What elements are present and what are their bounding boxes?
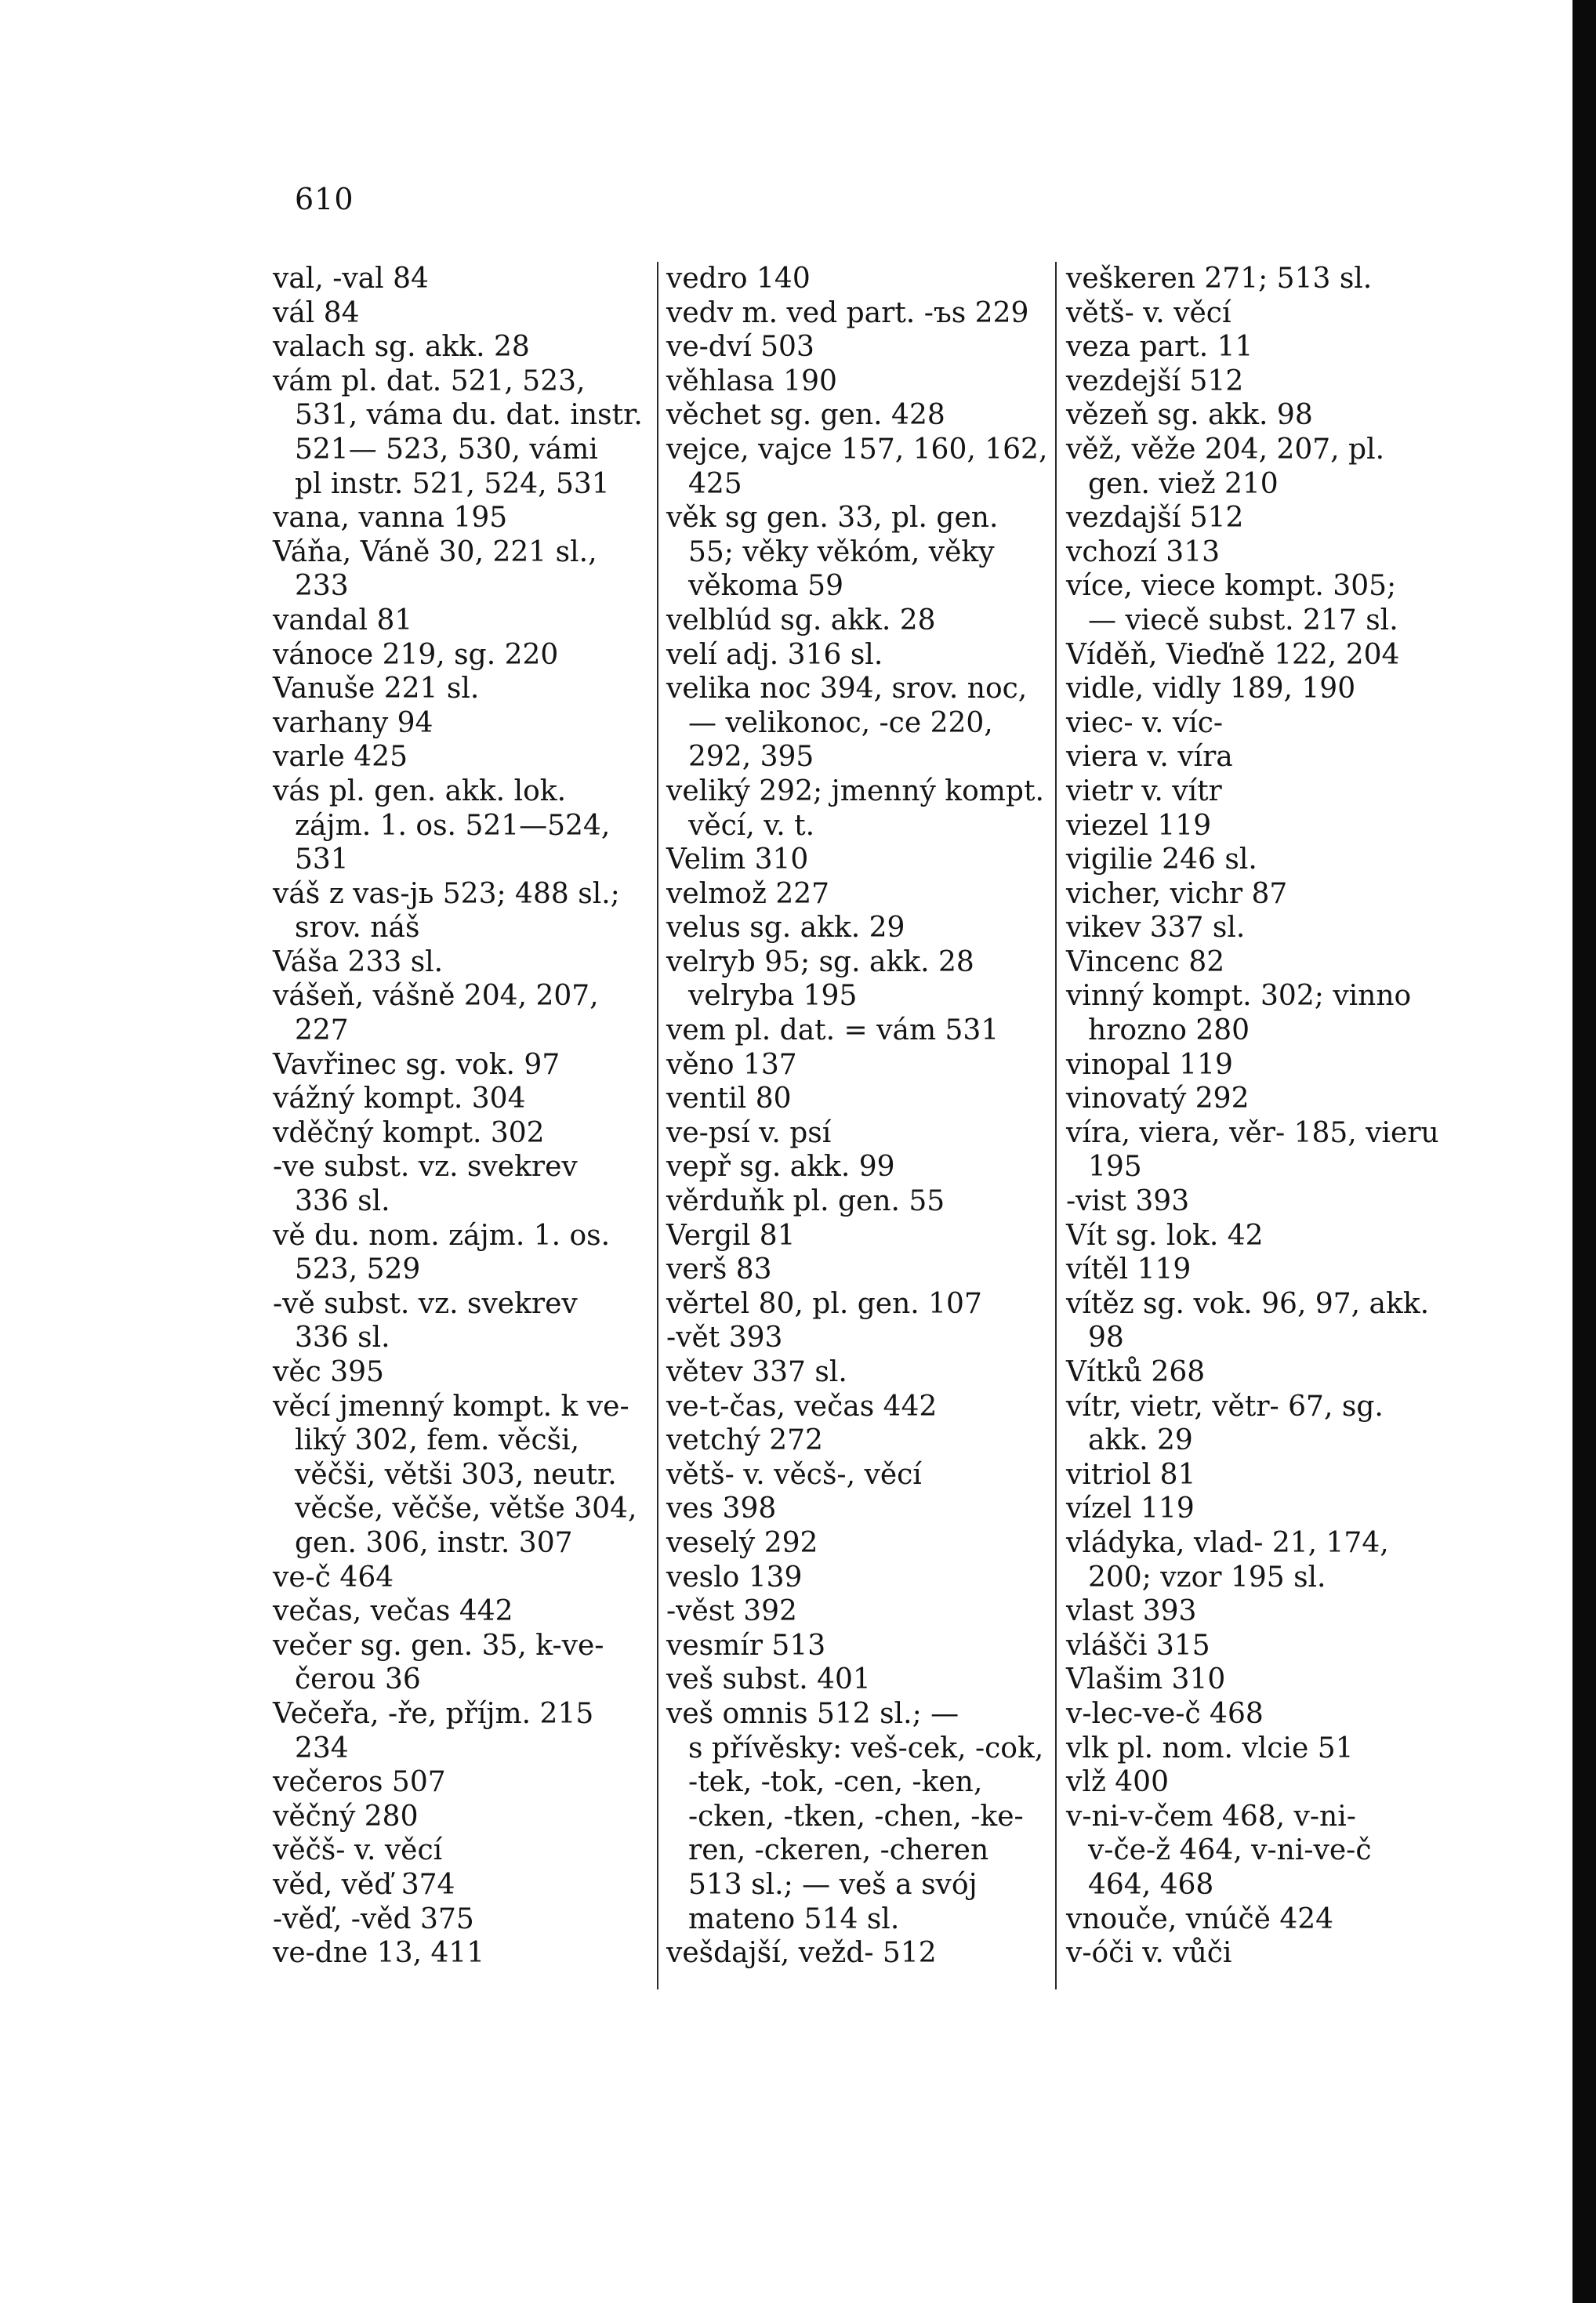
index-entry: Vergil 81: [666, 1219, 796, 1252]
index-entry: vandal 81: [273, 604, 413, 636]
index-entry-continuation: gen. viež 210: [1088, 467, 1279, 500]
index-entry-continuation: mateno 514 sl.: [688, 1902, 900, 1935]
index-entry-continuation: věčši, větši 303, neutr.: [295, 1458, 617, 1491]
index-entry-continuation: 200; vzor 195 sl.: [1088, 1561, 1326, 1594]
index-entry: -věst 392: [666, 1595, 797, 1628]
index-entry-continuation: 531, váma du. dat. instr.: [295, 399, 643, 432]
index-entry-continuation: 98: [1088, 1322, 1124, 1355]
index-entry-continuation: čerou 36: [295, 1663, 421, 1696]
index-entry: vepř sg. akk. 99: [666, 1151, 895, 1184]
index-entry: vana, vanna 195: [273, 502, 508, 535]
index-entry: věrduňk pl. gen. 55: [666, 1185, 945, 1218]
index-entry-continuation: s přívěsky: veš-cek, -cok,: [688, 1732, 1044, 1764]
index-entry: vešdajší, vežd- 512: [666, 1937, 937, 1970]
index-entry: v-óči v. vůči: [1066, 1937, 1232, 1970]
index-entry: Váša 233 sl.: [273, 945, 444, 978]
index-entry-continuation: akk. 29: [1088, 1424, 1193, 1457]
index-entry: Vlašim 310: [1066, 1663, 1226, 1696]
index-entry-continuation: zájm. 1. os. 521—524,: [295, 809, 611, 842]
index-entry: vás pl. gen. akk. lok.: [273, 774, 567, 807]
index-entry: vchozí 313: [1066, 535, 1220, 568]
index-entry: -vět 393: [666, 1322, 783, 1355]
index-entry-continuation: 234: [295, 1732, 349, 1764]
index-entry-continuation: 531: [295, 843, 349, 876]
index-entry: ve-t-čas, večas 442: [666, 1390, 938, 1423]
index-entry: val, -val 84: [273, 263, 429, 295]
index-entry: vietr v. vítr: [1066, 774, 1222, 807]
index-entry-continuation: 521— 523, 530, vámi: [295, 433, 598, 466]
index-entry: vítěl 119: [1066, 1253, 1192, 1286]
index-entry: větev 337 sl.: [666, 1356, 847, 1388]
index-entry: vlášči 315: [1066, 1629, 1210, 1662]
index-entry: věcí jmenný kompt. k ve-: [273, 1390, 629, 1423]
index-entry: věž, věže 204, 207, pl.: [1066, 433, 1385, 466]
index-entry: ve-dne 13, 411: [273, 1937, 485, 1970]
index-entry-continuation: 292, 395: [688, 741, 814, 774]
index-entry: Vincenc 82: [1066, 945, 1225, 978]
index-entry-continuation: 523, 529: [295, 1253, 421, 1286]
index-entry-continuation: srov. náš: [295, 912, 420, 945]
index-entry-continuation: 195: [1088, 1151, 1142, 1184]
index-entry: varhany 94: [273, 706, 433, 739]
index-entry: vítr, vietr, větr- 67, sg.: [1066, 1390, 1384, 1423]
index-entry: veškeren 271; 513 sl.: [1066, 263, 1373, 295]
index-entry: ve-č 464: [273, 1561, 394, 1594]
scan-right-edge: [1572, 0, 1596, 2303]
index-entry-continuation: 227: [295, 1014, 349, 1047]
index-entry-continuation: 464, 468: [1088, 1868, 1214, 1901]
index-entry: -vě subst. vz. svekrev: [273, 1287, 578, 1320]
index-entry: větš- v. věcš-, věcí: [666, 1458, 922, 1491]
index-entry: veslo 139: [666, 1561, 803, 1594]
index-entry-continuation: věkoma 59: [688, 570, 843, 603]
index-entry: vál 84: [273, 296, 360, 329]
index-entry: veselý 292: [666, 1526, 818, 1559]
index-entry-continuation: 233: [295, 570, 349, 603]
index-entry-continuation: ren, -ckeren, -cheren: [688, 1834, 989, 1867]
index-entry: velus sg. akk. 29: [666, 912, 905, 945]
index-entry: vinopal 119: [1066, 1048, 1233, 1081]
index-entry: Víděň, Vieďně 122, 204: [1066, 638, 1400, 671]
index-entry-continuation: 55; věky věkóm, věky: [688, 535, 995, 568]
index-entry: vikev 337 sl.: [1066, 912, 1246, 945]
index-entry: vitriol 81: [1066, 1458, 1196, 1491]
index-entry: vinovatý 292: [1066, 1083, 1250, 1115]
index-entry: velmož 227: [666, 877, 830, 910]
index-column-2: [666, 262, 1048, 1971]
page-number: 610: [295, 182, 354, 216]
index-entry: veliký 292; jmenný kompt.: [666, 774, 1044, 807]
index-entry-continuation: -tek, -tok, -cen, -ken,: [688, 1766, 983, 1799]
index-entry: vetchý 272: [666, 1424, 823, 1457]
index-entry: velika noc 394, srov. noc,: [666, 673, 1028, 705]
index-column-3: [1066, 262, 1441, 1971]
index-entry-continuation: věcše, věčše, větše 304,: [295, 1492, 637, 1525]
index-entry-continuation: v-če-ž 464, v-ni-ve-č: [1088, 1834, 1372, 1867]
index-entry: velryb 95; sg. akk. 28: [666, 945, 974, 978]
index-entry-continuation: hrozno 280: [1088, 1014, 1250, 1047]
index-entry: vidle, vidly 189, 190: [1066, 673, 1356, 705]
index-entry: Velim 310: [666, 843, 809, 876]
index-entry: velblúd sg. akk. 28: [666, 604, 936, 636]
index-entry: věrtel 80, pl. gen. 107: [666, 1287, 982, 1320]
index-entry: -ve subst. vz. svekrev: [273, 1151, 578, 1184]
index-entry-continuation: pl instr. 521, 524, 531: [295, 467, 610, 500]
index-entry: vlk pl. nom. vlcie 51: [1066, 1732, 1354, 1764]
index-entry: ves 398: [666, 1492, 777, 1525]
index-entry: věčš- v. věcí: [273, 1834, 443, 1867]
index-entry: vánoce 219, sg. 220: [273, 638, 559, 671]
index-entry: večas, večas 442: [273, 1595, 513, 1628]
index-entry: váš z vas-jь 523; 488 sl.;: [273, 877, 620, 910]
index-entry: vejce, vajce 157, 160, 162,: [666, 433, 1048, 466]
index-entry-continuation: 336 sl.: [295, 1185, 390, 1218]
index-entry: veš subst. 401: [666, 1663, 871, 1696]
index-entry: věno 137: [666, 1048, 797, 1081]
index-entry: -vist 393: [1066, 1185, 1190, 1218]
index-entry: vezdejší 512: [1066, 364, 1244, 397]
index-entry: věc 395: [273, 1356, 384, 1388]
index-entry: věk sg gen. 33, pl. gen.: [666, 502, 999, 535]
index-entry: věhlasa 190: [666, 364, 837, 397]
index-entry-continuation: 513 sl.; — veš a svój: [688, 1868, 978, 1901]
index-entry: vem pl. dat. = vám 531: [666, 1014, 999, 1047]
index-entry: vlž 400: [1066, 1766, 1169, 1799]
index-entry: vážný kompt. 304: [273, 1083, 526, 1115]
index-entry: věčný 280: [273, 1800, 419, 1833]
column-divider-2: [1055, 262, 1057, 1989]
index-entry: vě du. nom. zájm. 1. os.: [273, 1219, 611, 1252]
index-entry: veza part. 11: [1066, 331, 1253, 364]
index-entry: vesmír 513: [666, 1629, 826, 1662]
index-entry: viera v. víra: [1066, 741, 1233, 774]
index-entry: vlast 393: [1066, 1595, 1197, 1628]
index-entry: viec- v. víc-: [1066, 706, 1224, 739]
index-entry-continuation: věcí, v. t.: [688, 809, 815, 842]
index-entry: Vítků 268: [1066, 1356, 1206, 1388]
index-entry: Vavřinec sg. vok. 97: [273, 1048, 560, 1081]
index-entry: veš omnis 512 sl.; —: [666, 1697, 959, 1730]
index-column-1: [273, 262, 657, 1971]
index-entry: vezdajší 512: [1066, 502, 1244, 535]
index-entry: velí adj. 316 sl.: [666, 638, 883, 671]
index-entry-continuation: gen. 306, instr. 307: [295, 1526, 573, 1559]
index-entry: Vanuše 221 sl.: [273, 673, 480, 705]
index-entry: večer sg. gen. 35, k-ve-: [273, 1629, 604, 1662]
index-entry: vicher, vichr 87: [1066, 877, 1288, 910]
index-entry: věd, věď 374: [273, 1868, 455, 1901]
index-entry: Vít sg. lok. 42: [1066, 1219, 1264, 1252]
index-entry: ventil 80: [666, 1083, 792, 1115]
index-entry: věchet sg. gen. 428: [666, 399, 945, 432]
index-entry: vášeň, vášně 204, 207,: [273, 980, 599, 1013]
index-entry: vnouče, vnúčě 424: [1066, 1902, 1334, 1935]
index-entry: vízel 119: [1066, 1492, 1195, 1525]
index-entry: ve-dví 503: [666, 331, 814, 364]
index-entry: vězeň sg. akk. 98: [1066, 399, 1313, 432]
index-entry: viezel 119: [1066, 809, 1212, 842]
index-entry-continuation: 336 sl.: [295, 1322, 390, 1355]
index-entry-continuation: — velikonoc, -ce 220,: [688, 706, 993, 739]
index-entry: vděčný kompt. 302: [273, 1116, 545, 1149]
index-entry: vám pl. dat. 521, 523,: [273, 364, 586, 397]
index-entry: valach sg. akk. 28: [273, 331, 530, 364]
index-entry: varle 425: [273, 741, 408, 774]
column-divider-1: [657, 262, 658, 1989]
index-entry: večeros 507: [273, 1766, 446, 1799]
index-entry-continuation: liký 302, fem. věcši,: [295, 1424, 580, 1457]
index-entry-continuation: velryba 195: [688, 980, 858, 1013]
index-entry: více, viece kompt. 305;: [1066, 570, 1397, 603]
index-entry: Váňa, Váně 30, 221 sl.,: [273, 535, 597, 568]
index-entry: vítěz sg. vok. 96, 97, akk.: [1066, 1287, 1430, 1320]
index-entry: větš- v. věcí: [1066, 296, 1231, 329]
index-entry: -věď, -věd 375: [273, 1902, 474, 1935]
index-entry: Večeřa, -ře, příjm. 215: [273, 1697, 594, 1730]
index-entry: vigilie 246 sl.: [1066, 843, 1257, 876]
index-entry: ve-psí v. psí: [666, 1116, 832, 1149]
index-entry: verš 83: [666, 1253, 772, 1286]
index-entry: v-ni-v-čem 468, v-ni-: [1066, 1800, 1356, 1833]
index-entry-continuation: 425: [688, 467, 742, 500]
index-entry: vedro 140: [666, 263, 811, 295]
index-entry: vinný kompt. 302; vinno: [1066, 980, 1412, 1013]
index-entry: víra, viera, věr- 185, vieru: [1066, 1116, 1439, 1149]
index-entry: v-lec-ve-č 468: [1066, 1697, 1264, 1730]
index-entry-continuation: — viecě subst. 217 sl.: [1088, 604, 1398, 636]
index-entry: vedv m. ved part. -ъs 229: [666, 296, 1029, 329]
index-entry: vládyka, vlad- 21, 174,: [1066, 1526, 1389, 1559]
index-entry-continuation: -cken, -tken, -chen, -ke-: [688, 1800, 1024, 1833]
